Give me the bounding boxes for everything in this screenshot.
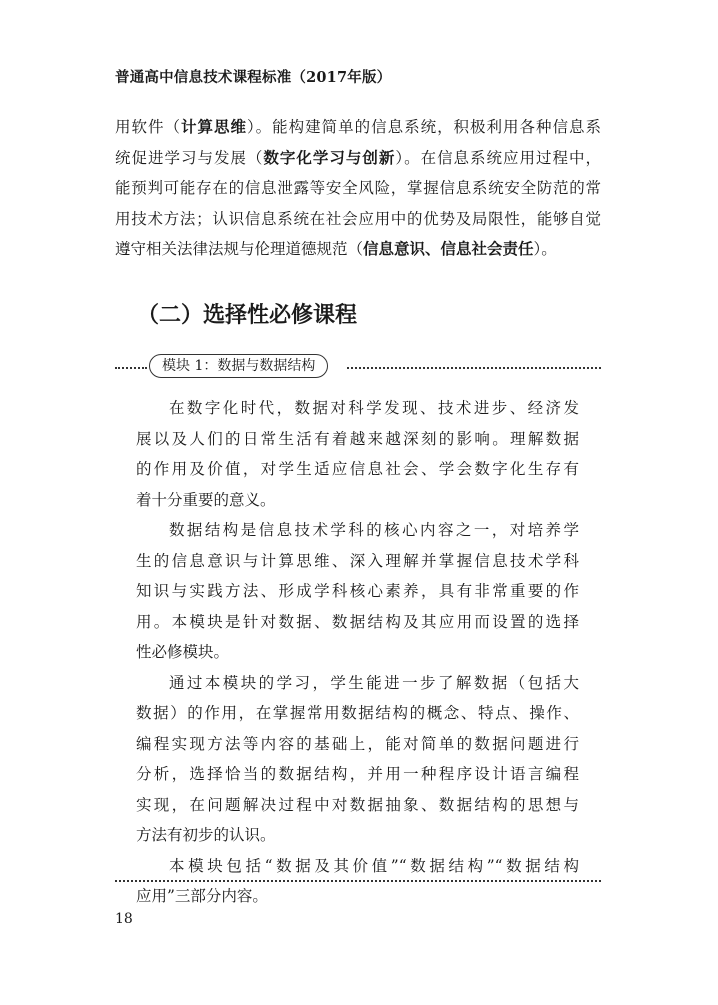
intro-paragraph bbox=[115, 112, 601, 265]
dotted-rule bbox=[115, 367, 147, 369]
page-number: 18 bbox=[115, 911, 133, 927]
text-line: 在数字化时代，数据对科学发现、技术进步、经济发 bbox=[169, 399, 579, 417]
text-line: 本模块包括“数据及其价值”“数据结构”“数据结构 bbox=[169, 856, 579, 875]
section-title: （二）选择性必修课程 bbox=[137, 303, 358, 328]
bold-term: 计算思维 bbox=[180, 118, 247, 136]
text-line: 着十分重要的意义。 bbox=[136, 490, 276, 509]
text-line: 数据结构是信息技术学科的核心内容之一，对培养学 bbox=[169, 521, 579, 539]
text-line: 通过本模块的学习，学生能进一步了解数据（包括大 bbox=[169, 673, 579, 692]
text-line: 用。本模块是针对数据、数据结构及其应用而设置的选择 bbox=[136, 612, 579, 631]
module-body bbox=[136, 393, 579, 912]
text-line: 数据）的作用，在掌握常用数据结构的概念、特点、操作、 bbox=[136, 704, 579, 722]
module-header bbox=[115, 352, 601, 382]
text-line: 知识与实践方法、形成学科核心素养，具有非常重要的作 bbox=[136, 582, 579, 600]
text-line: 性必修模块。 bbox=[136, 643, 230, 661]
text-line: 应用”三部分内容。 bbox=[136, 887, 268, 905]
text-line: 实现，在问题解决过程中对数据抽象、数据结构的思想与 bbox=[136, 795, 579, 814]
text-line: 展以及人们的日常生活有着越来越深刻的影响。理解数据 bbox=[136, 429, 579, 448]
text-line: 用技术方法；认识信息系统在社会应用中的优势及局限性，能够自觉 bbox=[115, 209, 601, 228]
bottom-dotted-rule bbox=[115, 880, 601, 882]
bold-term: 数字化学习与创新 bbox=[263, 148, 396, 167]
text-line: 编程实现方法等内容的基础上，能对简单的数据问题进行 bbox=[136, 734, 579, 753]
dotted-rule bbox=[347, 367, 601, 369]
text-line: 遵守相关法律法规与伦理道德规范（信息意识、信息社会责任）。 bbox=[115, 240, 557, 258]
text-line: 统促进学习与发展（数字化学习与创新）。在信息系统应用过程中， bbox=[115, 148, 601, 167]
text-line: 能预判可能存在的信息泄露等安全风险，掌握信息系统安全防范的常 bbox=[115, 179, 601, 197]
bold-term: 信息意识、信息社会责任 bbox=[363, 240, 534, 258]
text-line: 用软件（计算思维）。能构建简单的信息系统，积极利用各种信息系 bbox=[115, 118, 601, 136]
text-line: 的作用及价值，对学生适应信息社会、学会数字化生存有 bbox=[136, 460, 579, 478]
module-label: 模块 1：数据与数据结构 bbox=[149, 354, 328, 378]
text-line: 方法有初步的认识。 bbox=[136, 826, 276, 844]
text-line: 生的信息意识与计算思维、深入理解并掌握信息技术学科 bbox=[136, 551, 579, 570]
text-line: 分析，选择恰当的数据结构，并用一种程序设计语言编程 bbox=[136, 765, 579, 783]
running-head: 普通高中信息技术课程标准（2017年版） bbox=[115, 69, 392, 86]
